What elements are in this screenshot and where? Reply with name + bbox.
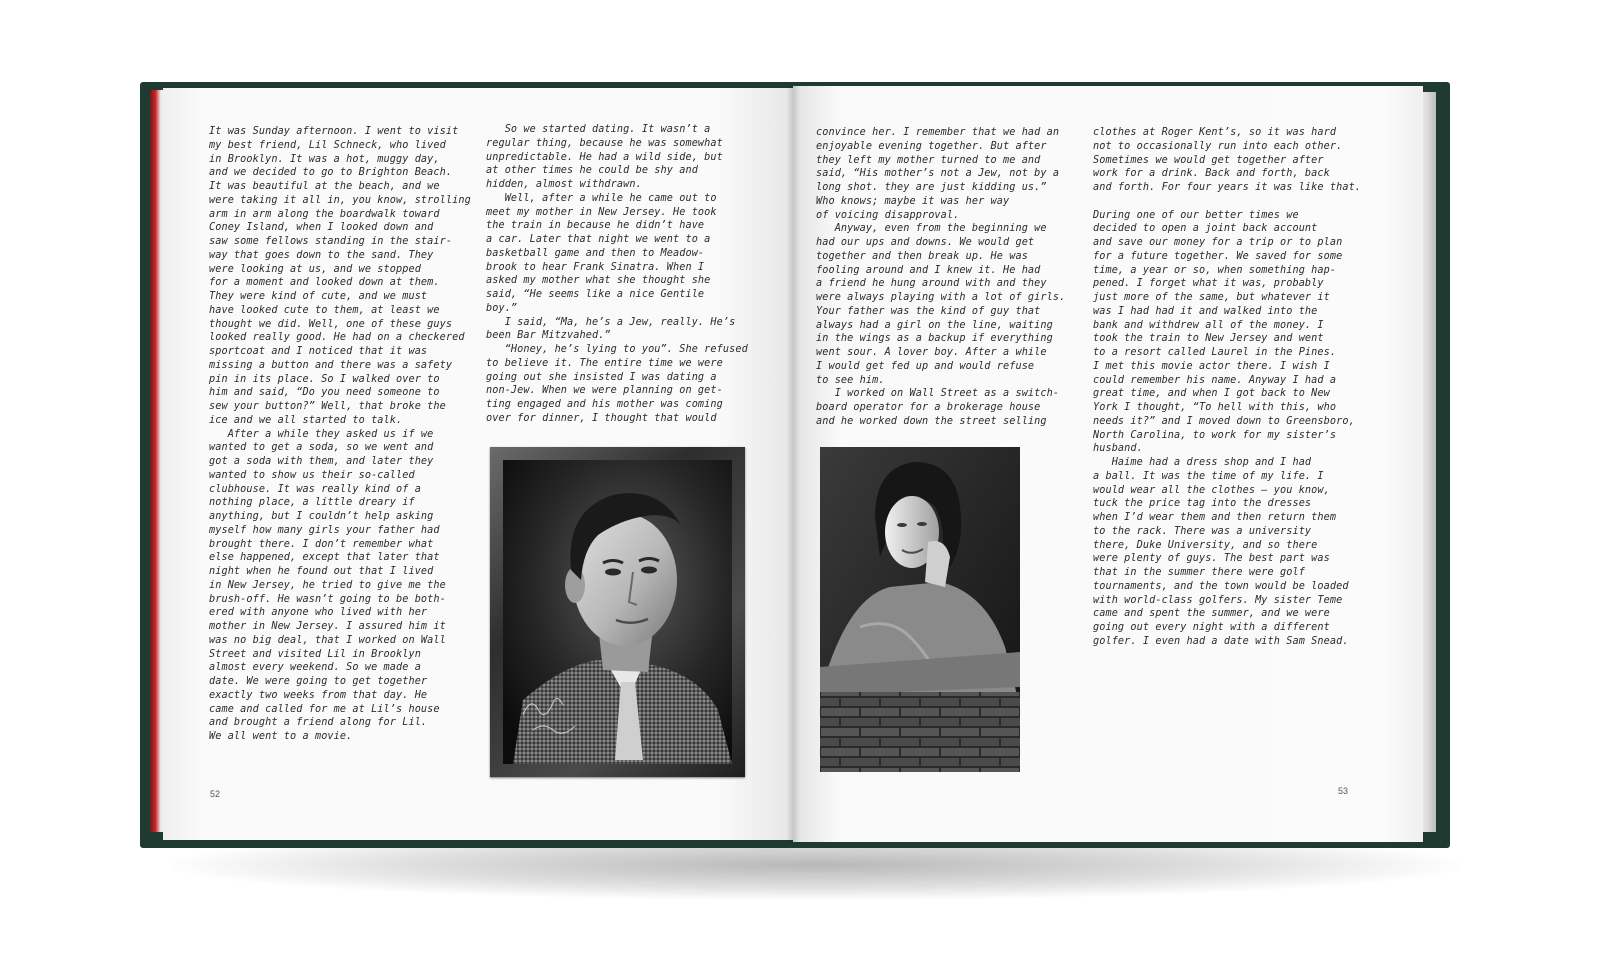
woman-photo bbox=[820, 447, 1020, 772]
text-column-2: So we started dating. It wasn’t a regular thing, because he was somewhat unpredictable. He had a wild side, but at other times he could be shy and hidden, almost withdrawn. Well, after a while he came out to meet my mother in New Jersey. He took the train in because he didn’t have a car. Later that night we went to a basketball game and then to Meadow- brook to hear Frank Sinatra. When I asked my mother what she thought she said, “He seems like a nice Gentile boy.” I said, “Ma, he’s a Jew, really. He’s been Bar Mitzvahed.” “Honey, he’s lying to you”. She refused to believe it. The entire time we were going out she insisted I was dating a non-Jew. When we were planning on get- ting engaged and his mother was coming over for dinner, I thought that would bbox=[486, 124, 748, 424]
text-column-1: It was Sunday afternoon. I went to visit my best friend, Lil Schneck, who lived in Brooklyn. It was a hot, muggy day, and we decided to go to Brighton Beach. It was beautiful at the beach, and we were taking it all in, you know, strolling arm in arm along the boardwalk toward Coney Island, when I looked down and saw some fellows standing in the stair- way that goes down to the sand. They were looking at us, and we stopped for a moment and looked down at them. They were kind of cute, and we must have looked cute to them, at least we thought we did. Well, one of these guys looked really good. He had on a checkered sportcoat and I noticed that it was missing a button and there was a safety pin in its place. So I walked over to him and said, “Do you need someone to sew your button?” Well, that broke the ice and we all started to talk. After a while they asked us if we wanted to get a soda, so we went and got a soda with them, and later they wanted to show us their so-called clubhouse. It was really kind of a nothing place, a little dreary if anything, but I couldn’t help asking myself how many girls your father had brought there. I don’t remember what else happened, except that later that night when he found out that I lived in New Jersey, he tried to give me the brush-off. He wasn’t going to be both- ered with anyone who lived with her mother in New Jersey. I assured him it was no big deal, that I worked on Wall Street and visited Lil in Brooklyn almost every weekend. So we made a date. We were going to get together exactly two weeks from that day. He came and called for me at Lil’s house and brought a friend along for Lil. We all went to a movie. bbox=[209, 126, 471, 742]
portrait-image bbox=[503, 460, 732, 764]
page-number-right: 53 bbox=[1338, 786, 1349, 796]
book-gutter bbox=[786, 86, 800, 842]
portrait-man-illustration bbox=[503, 460, 732, 764]
page-number-left: 52 bbox=[210, 789, 221, 799]
text-column-4: clothes at Roger Kent’s, so it was hard not to occasionally run into each other. Sometimes we would get together after work for a drink. Back and forth, back and forth. For four years it was like that. During one of our better times we decided to open a joint back account and save our money for a trip or to plan for a future together. We saved for some time, a year or so, when something hap- pened. I forget what it was, probably just more of the same, but whatever it was I had had it and walked into the bank and withdrew all of the money. I took the train to New Jersey and went to a resort called Laurel in the Pines. I met this movie actor there. I wish I could remember his name. Anyway I had a great time, and when I got back to New York I thought, “To hell with this, who needs it?” and I moved down to Greensboro, North Carolina, to work for my sister’s husband. Haime had a dress shop and I had a ball. It was the time of my life. I would wear all the clothes — you know, tuck the price tag into the dresses when I’d wear them and then return them to the rack. There was a university there, Duke University, and so there were plenty of guys. The best part was that in the summer there were golf tournaments, and the town would be loaded with world-class golfers. My sister Teme came and spent the summer, and we were going out every night with a different golfer. I even had a date with Sam Snead. bbox=[1093, 127, 1362, 647]
text-column-3: convince her. I remember that we had an enjoyable evening together. But after they left my mother turned to me and said, “His mother’s not a Jew, not by a long shot. they are just kidding us.” Who knows; maybe it was her way of voicing disapproval. Anyway, even from the beginning we had our ups and downs. We would get together and then break up. He was fooling around and I knew it. He had a friend he hung around with and they were always playing with a lot of girls. Your father was the kind of guy that always had a girl on the line, waiting in the wings as a backup if everything went sour. A lover boy. After a while I would get fed up and would refuse to see him. I worked on Wall Street as a switch- board operator for a brokerage house and he worked down the street selling bbox=[816, 127, 1066, 427]
page-edge-left bbox=[150, 90, 164, 832]
framed-portrait-photo bbox=[490, 447, 745, 777]
portrait-woman-illustration bbox=[820, 447, 1020, 772]
